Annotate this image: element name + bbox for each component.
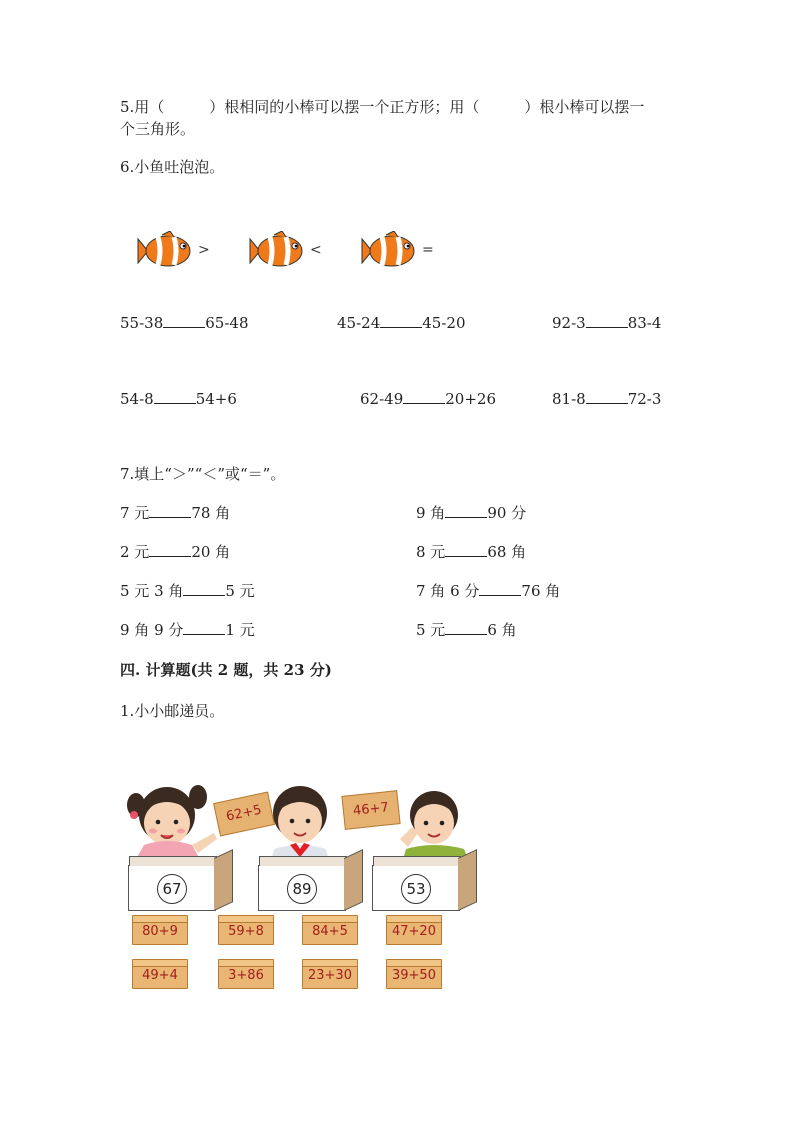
money-comparison-item: 9 角 90 分 [416, 504, 527, 522]
mailbox [258, 865, 346, 911]
girl-figure-icon [122, 775, 217, 863]
money-comparison-item: 7 角 6 分 76 角 [416, 582, 561, 600]
mailbox-number: 67 [157, 874, 187, 904]
q1-title: 1.小小邮递员。 [120, 702, 225, 720]
answer-blank[interactable] [586, 389, 628, 404]
less-than-symbol: < [310, 242, 322, 258]
address-sign: 62+5 [213, 792, 275, 837]
envelope-card[interactable]: 59+8 [218, 915, 274, 945]
envelope-card[interactable]: 23+30 [302, 959, 358, 989]
envelope-card[interactable]: 80+9 [132, 915, 188, 945]
money-comparison-item: 8 元 68 角 [416, 543, 527, 561]
mailbox [372, 865, 460, 911]
money-comparison-item: 9 角 9 分 1 元 [120, 621, 255, 639]
comparison-item: 62-49 20+26 [360, 390, 496, 408]
comparison-item: 54-8 54+6 [120, 390, 237, 408]
fish-icon [358, 231, 418, 271]
answer-blank[interactable] [183, 620, 225, 635]
envelope-card[interactable]: 3+86 [218, 959, 274, 989]
envelope-card[interactable]: 84+5 [302, 915, 358, 945]
q5-line2: 个三角形。 [120, 120, 196, 138]
money-comparison-item: 2 元 20 角 [120, 543, 231, 561]
comparison-item: 92-3 83-4 [552, 314, 662, 332]
answer-blank[interactable] [380, 313, 422, 328]
answer-blank[interactable] [163, 313, 205, 328]
answer-blank[interactable] [154, 389, 196, 404]
answer-blank[interactable] [479, 581, 521, 596]
money-comparison-item: 5 元 3 角 5 元 [120, 582, 255, 600]
fish-icon [134, 231, 194, 271]
answer-blank[interactable] [445, 503, 487, 518]
fish-icon [246, 231, 306, 271]
money-comparison-item: 5 元 6 角 [416, 621, 517, 639]
mailbox [128, 865, 216, 911]
answer-blank[interactable] [149, 503, 191, 518]
mailbox-number: 53 [401, 874, 431, 904]
comparison-item: 55-38 65-48 [120, 314, 249, 332]
q7-title: 7.填上“＞”“＜”或“＝”。 [120, 465, 286, 483]
equals-symbol: = [422, 242, 434, 258]
envelope-card[interactable]: 47+20 [386, 915, 442, 945]
q5-line1: 5.用（ ）根相同的小棒可以摆一个正方形；用（ ）根小棒可以摆一 [120, 98, 645, 116]
section-heading: 四. 计算题(共 2 题，共 23 分) [120, 661, 332, 679]
answer-blank[interactable] [445, 542, 487, 557]
comparison-item: 81-8 72-3 [552, 390, 662, 408]
answer-blank[interactable] [445, 620, 487, 635]
answer-blank[interactable] [586, 313, 628, 328]
boy-figure-icon [260, 779, 340, 865]
answer-blank[interactable] [403, 389, 445, 404]
envelope-card[interactable]: 49+4 [132, 959, 188, 989]
q6-title: 6.小鱼吐泡泡。 [120, 158, 225, 176]
greater-than-symbol: > [198, 242, 210, 258]
mailbox-number: 89 [287, 874, 317, 904]
money-comparison-item: 7 元 78 角 [120, 504, 231, 522]
answer-blank[interactable] [183, 581, 225, 596]
comparison-item: 45-24 45-20 [337, 314, 466, 332]
address-sign: 46+7 [341, 790, 400, 830]
envelope-card[interactable]: 39+50 [386, 959, 442, 989]
postman-illustration [122, 773, 477, 995]
answer-blank[interactable] [149, 542, 191, 557]
